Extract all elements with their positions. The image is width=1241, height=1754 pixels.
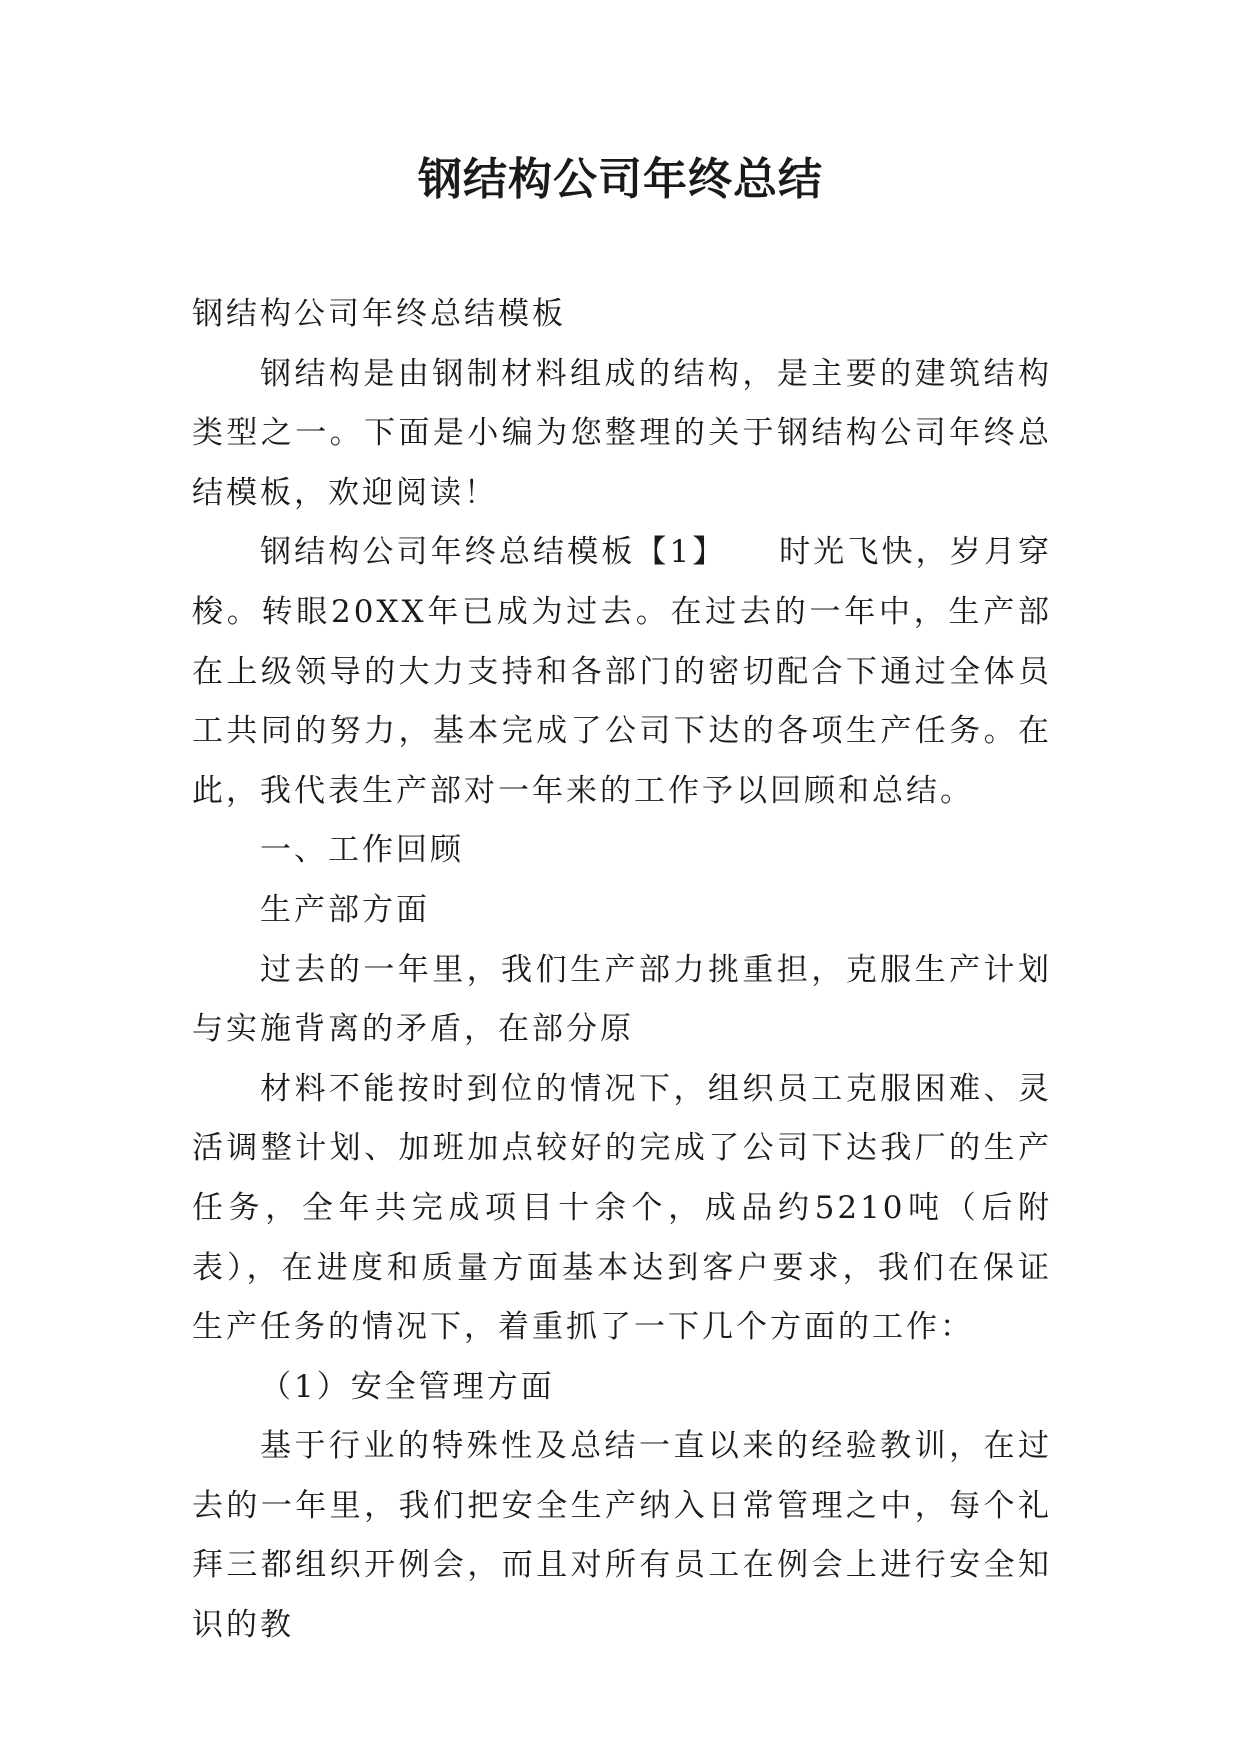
section-heading-work-review: 一、工作回顾 — [260, 832, 464, 869]
subsection-heading-production: 生产部方面 — [260, 891, 430, 928]
item-heading-safety: （1）安全管理方面 — [260, 1368, 555, 1405]
document-title: 钢结构公司年终总结 — [418, 154, 823, 205]
paragraph-production-2: 材料不能按时到位的情况下，组织员工克服困难、灵活调整计划、加班加点较好的完成了公司下达我厂的生产任务，全年共完成项目十余个，成品约5210吨（后附表），在进度和质量方面基本达到客户要求，我们在保证生产任务的情况下，着重抓了一下几个方面的工作： — [192, 1070, 1052, 1346]
paragraph-production-1: 过去的一年里，我们生产部力挑重担，克服生产计划与实施背离的矛盾，在部分原 — [192, 951, 1052, 1048]
paragraph-template-1: 钢结构公司年终总结模板【1】 时光飞快，岁月穿梭。转眼20XX年已成为过去。在过去的一年中，生产部在上级领导的大力支持和各部门的密切配合下通过全体员工共同的努力，基本完成了公司下达的各项生产任务。在此，我代表生产部对一年来的工作予以回顾和总结。 — [192, 534, 1052, 809]
document-body — [192, 285, 1052, 1656]
paragraph-subtitle: 钢结构公司年终总结模板 — [192, 296, 566, 332]
paragraph-intro: 钢结构是由钢制材料组成的结构，是主要的建筑结构类型之一。下面是小编为您整理的关于钢结构公司年终总结模板，欢迎阅读！ — [192, 355, 1052, 511]
paragraph-safety: 基于行业的特殊性及总结一直以来的经验教训，在过去的一年里，我们把安全生产纳入日常管理之中，每个礼拜三都组织开例会，而且对所有员工在例会上进行安全知识的教 — [192, 1428, 1052, 1644]
